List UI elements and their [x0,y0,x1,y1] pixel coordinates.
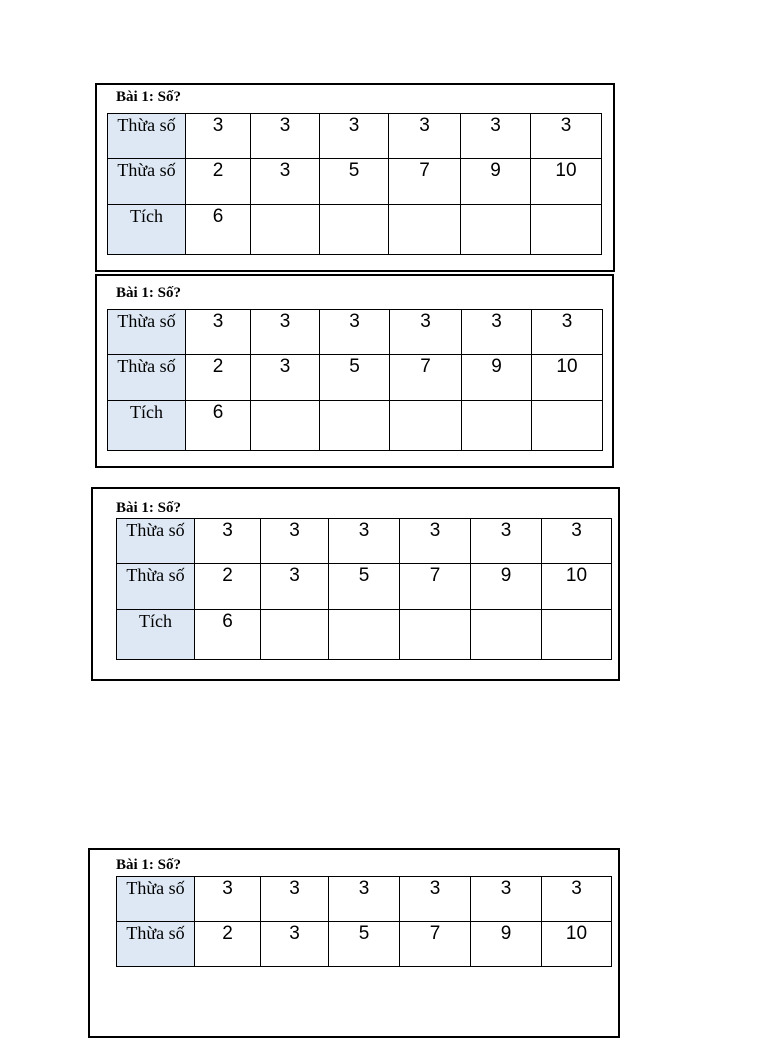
table-cell[interactable] [320,401,390,451]
table-cell[interactable] [542,610,612,660]
exercise-title: Bài 1: Số? [116,500,182,516]
table-cell: 3 [261,564,329,610]
table-cell: 9 [471,564,542,610]
table-cell: 9 [461,159,531,205]
table-cell[interactable] [251,205,320,255]
table-cell: 3 [471,519,542,564]
factor-label: Thừa số [108,114,186,159]
table-cell[interactable]: 6 [186,401,251,451]
exercise-title: Bài 1: Số? [116,89,182,105]
factor-row-1 [108,310,603,355]
multiplication-table [107,113,602,255]
table-cell: 3 [261,922,329,967]
table-cell: 3 [329,877,400,922]
table-cell[interactable] [532,401,603,451]
factor-label: Thừa số [108,310,186,355]
table-cell: 5 [320,355,390,401]
table-cell: 3 [531,114,602,159]
table-cell: 3 [400,519,471,564]
product-row [108,205,602,255]
factor-row-1 [108,114,602,159]
table-cell: 9 [462,355,532,401]
table-cell: 3 [462,310,532,355]
table-cell: 10 [542,922,612,967]
table-cell: 10 [532,355,603,401]
table-cell: 3 [320,114,389,159]
table-cell: 9 [471,922,542,967]
factor-row-2 [117,922,612,967]
table-cell: 7 [400,564,471,610]
table-cell[interactable] [329,610,400,660]
table-cell: 2 [186,159,251,205]
factor-row-1 [117,877,612,922]
product-row [108,401,603,451]
table-cell[interactable] [471,610,542,660]
table-cell: 2 [186,355,251,401]
table-cell[interactable]: 6 [186,205,251,255]
factor-label: Thừa số [117,564,195,610]
table-cell: 5 [320,159,389,205]
table-cell[interactable]: 6 [195,610,261,660]
table-cell: 3 [261,877,329,922]
factor-label: Thừa số [108,355,186,401]
product-row [117,610,612,660]
exercise-title: Bài 1: Số? [116,857,182,873]
table-cell: 10 [542,564,612,610]
table-cell: 10 [531,159,602,205]
product-label: Tích [108,401,186,451]
table-cell: 3 [261,519,329,564]
table-cell: 3 [329,519,400,564]
multiplication-table [116,518,612,660]
table-cell[interactable] [462,401,532,451]
table-cell: 3 [186,114,251,159]
table-cell[interactable] [261,610,329,660]
table-cell: 3 [320,310,390,355]
table-cell[interactable] [531,205,602,255]
product-label: Tích [117,610,195,660]
table-cell: 5 [329,564,400,610]
factor-label: Thừa số [117,519,195,564]
table-cell[interactable] [390,401,462,451]
table-cell: 3 [251,114,320,159]
factor-row-2 [108,159,602,205]
factor-row-1 [117,519,612,564]
factor-label: Thừa số [117,877,195,922]
table-cell: 3 [461,114,531,159]
factor-row-2 [108,355,603,401]
table-cell[interactable] [251,401,320,451]
table-cell[interactable] [389,205,461,255]
table-cell: 3 [471,877,542,922]
table-cell: 2 [195,922,261,967]
table-cell: 7 [389,159,461,205]
product-label: Tích [108,205,186,255]
table-cell: 3 [542,519,612,564]
table-cell[interactable] [400,610,471,660]
table-cell: 3 [532,310,603,355]
multiplication-table [107,309,603,451]
exercise-title: Bài 1: Số? [116,285,182,301]
table-cell: 5 [329,922,400,967]
table-cell: 3 [195,877,261,922]
table-cell: 2 [195,564,261,610]
table-cell: 7 [390,355,462,401]
factor-row-2 [117,564,612,610]
table-cell: 3 [195,519,261,564]
table-cell: 3 [390,310,462,355]
table-cell: 3 [542,877,612,922]
table-cell: 3 [251,159,320,205]
table-cell: 7 [400,922,471,967]
multiplication-table [116,876,612,967]
table-cell[interactable] [320,205,389,255]
table-cell: 3 [389,114,461,159]
factor-label: Thừa số [117,922,195,967]
table-cell[interactable] [461,205,531,255]
table-cell: 3 [251,355,320,401]
factor-label: Thừa số [108,159,186,205]
table-cell: 3 [186,310,251,355]
table-cell: 3 [251,310,320,355]
table-cell: 3 [400,877,471,922]
